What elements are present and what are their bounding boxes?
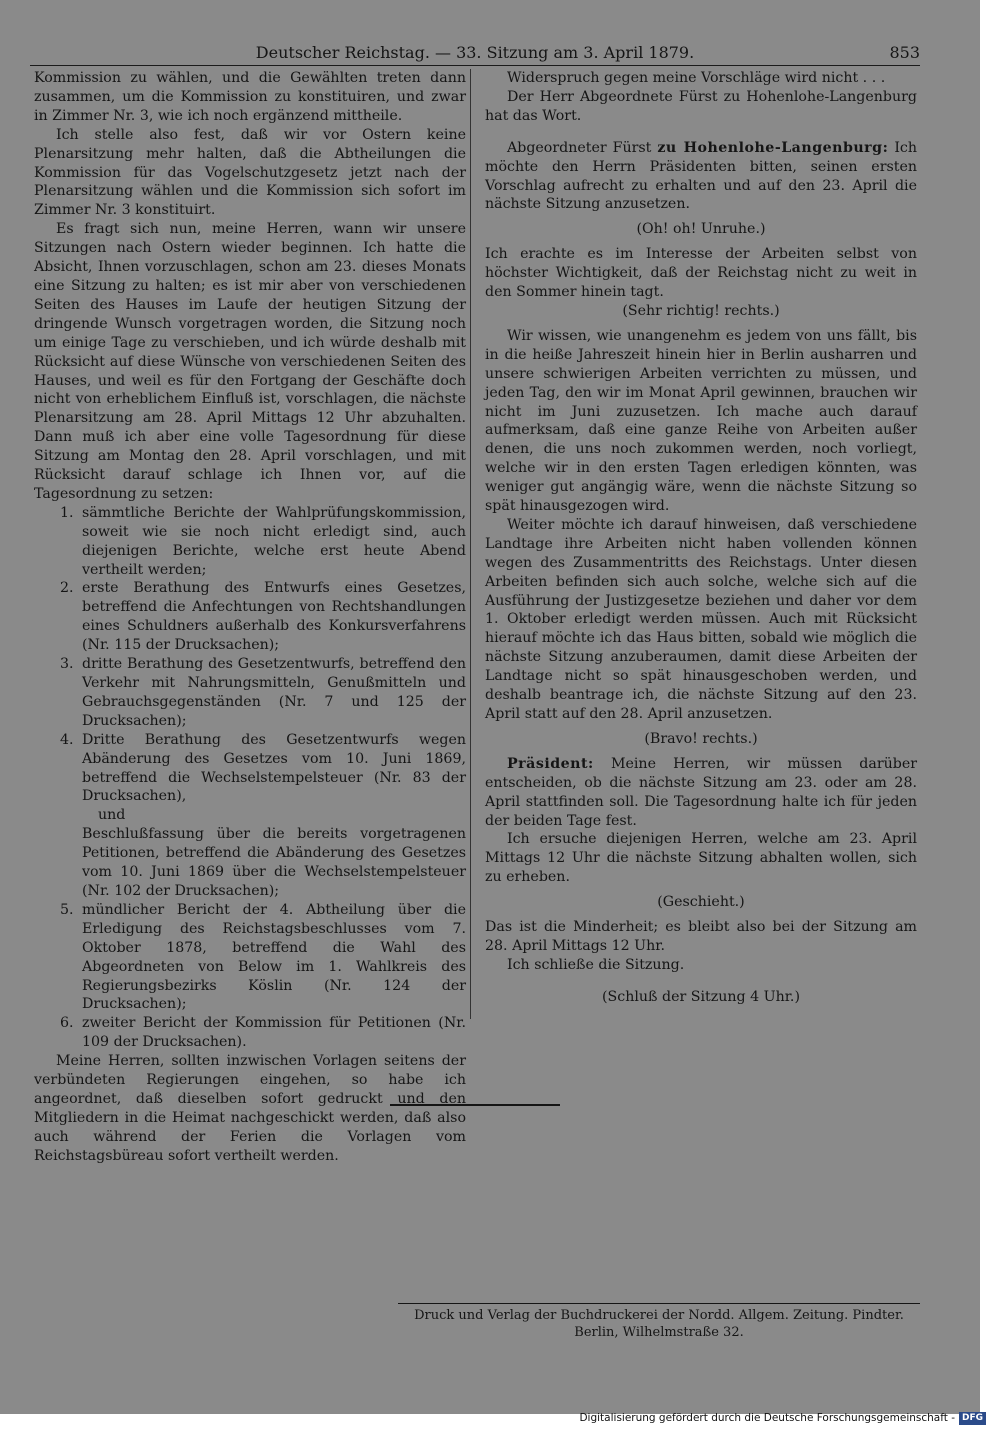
reaction: (Geschieht.) [657,894,745,911]
speaker-name: Präsident: [507,755,594,772]
imprint-publisher: Druck und Verlag der Buchdruckerei der Nordd. Allgem. Zeitung. Pindter. [414,1308,904,1323]
item-number: 3. [60,656,74,673]
header-title: Deutscher Reichstag. — 33. Sitzung am 3. April 1879. [255,43,695,62]
header-rule [30,65,920,66]
agenda-item [34,579,466,655]
left-column [34,69,466,1166]
running-header [30,42,920,64]
digitization-credit [579,1410,986,1426]
item-text: sämmtliche Berichte der Wahlprüfungskommission, soweit wie sie noch nicht erledigt sind, auch diejenigen Berichte, welche erst heute Abend vertheilt werden; [82,504,466,578]
agenda-item [34,731,466,901]
paragraph: Kommission zu wählen, und die Gewählten treten dann zusammen, um die Kommission zu konstituiren, und zwar in Zimmer Nr. 3, wie ich noch ergänzend mittheile. [34,70,466,124]
item-conjunction: und [98,807,126,824]
item-text: zweiter Bericht der Kommission für Petitionen (Nr. 109 der Drucksachen). [82,1015,466,1051]
paragraph: Ich ersuche diejenigen Herren, welche am 23. April Mittags 12 Uhr die nächste Sitzung abhalten wollen, sich zu erheben. [485,831,917,886]
speech-paragraph [485,139,917,215]
paragraph: Meine Herren, sollten inzwischen Vorlagen seitens der verbündeten Regierungen eingehen, so habe ich angeordnet, daß dieselben sofort gedruckt und den Mitgliedern in die Heimat nachgeschickt werden, daß also auch während der Ferien die Vorlagen vom Reichstagsbüreau sofort vertheilt werden. [34,1053,466,1164]
paragraph: Der Herr Abgeordnete Fürst zu Hohenlohe-Langenburg hat das Wort. [485,88,917,124]
imprint [398,1307,920,1341]
agenda-item [34,1014,466,1052]
paragraph: Ich stelle also fest, daß wir vor Ostern keine Plenarsitzung mehr halten, daß die Abtheilungen die Kommission für das Vogelschutzgesetz jetzt nach der Plenarsitzung wählen und die Kommission sich sofort im Zimmer Nr. 3 konstituirt. [34,126,466,219]
end-rule [390,1104,560,1106]
speech-text: Meine Herren, wir müssen darüber entscheiden, ob die nächste Sitzung am 23. oder am 28. April stattfinden soll. Die Tagesordnung halte ich für jeden der beiden Tage fest. [485,755,917,829]
closing-note: (Schluß der Sitzung 4 Uhr.) [602,988,800,1005]
agenda-item [34,901,466,1014]
item-text: dritte Berathung des Gesetzentwurfs, betreffend den Verkehr mit Nahrungsmitteln, Genußmitteln und Gebrauchsgegenständen (Nr. 7 und 125 der Drucksachen); [82,656,466,729]
item-number: 2. [60,580,74,597]
paragraph: Das ist die Minderheit; es bleibt also bei der Sitzung am 28. April Mittags 12 Uhr. [485,919,917,954]
paragraph: Es fragt sich nun, meine Herren, wann wir unsere Sitzungen nach Ostern wieder beginnen. Ich hatte die Absicht, Ihnen vorzuschlagen, schon am 23. dieses Monats eine Sitzung zu halten; es ist mir aber von verschiedenen Seiten des Hauses im Laufe der heutigen Sitzung der dringende Wunsch vorgetragen worden, die Sitzung noch um einige Tage zu verschieben, und ich würde deshalb mit Rücksicht auf diese Wünsche von verschiedenen Seiten des Hauses, und weil es für den Fortgang der Geschäfte doch nicht von erheblichem Einfluß ist, vorschlagen, die nächste Plenarsitzung am 28. April Mittags 12 Uhr abzuhalten. Dann muß ich aber eine volle Tagesordnung für diese Sitzung am Montag den 28. April vorschlagen, und mit Rücksicht darauf schlage ich Ihnen vor, auf die Tagesordnung zu setzen: [34,221,466,502]
credit-text: Digitalisierung gefördert durch die Deutsche Forschungsgemeinschaft - [579,1412,955,1424]
speech-paragraph [485,755,917,831]
paragraph: Ich schließe die Sitzung. [507,956,685,973]
page-number: 853 [889,43,920,62]
column-divider [470,69,471,1019]
imprint-address: Berlin, Wilhelmstraße 32. [574,1325,744,1340]
dfg-logo: DFG [959,1412,986,1425]
paragraph: Ich erachte es im Interesse der Arbeiten selbst von höchster Wichtigkeit, daß der Reichstag nicht zu weit in den Sommer hinein tagt. [485,246,917,301]
item-number: 6. [60,1015,74,1032]
item-text: erste Berathung des Entwurfs eines Gesetzes, betreffend die Anfechtungen von Rechtshandlungen eines Schuldners außerhalb des Konkursverfahrens (Nr. 115 der Drucksachen); [82,580,466,654]
agenda-list [34,504,466,1052]
item-number: 4. [60,731,74,748]
reaction: (Oh! oh! Unruhe.) [636,221,766,238]
speech-text: Ich möchte den Herrn Präsidenten bitten, seinen ersten Vorschlag aufrecht zu erhalten und auf den 23. April die nächste Sitzung anzusetzen. [485,139,918,213]
reaction: (Bravo! rechts.) [644,730,758,747]
item-text: mündlicher Bericht der 4. Abtheilung über die Erledigung des Reichstagsbeschlusses vom 7. Oktober 1878, betreffend die Wahl des Abgeordneten von Below im 1. Wahlkreis des Regierungsbezirks Köslin (Nr. 124 der Drucksachen); [82,901,466,1013]
item-number: 1. [60,504,74,521]
item-number: 5. [60,901,74,918]
paragraph: Wir wissen, wie unangenehm es jedem von uns fällt, bis in die heiße Jahreszeit hinein hier in Berlin ausharren und unsere schwierigen Arbeiten verrichten zu müssen, und jeden Tag, den wir im Monat April gewinnen, brauchen wir nicht im Juni zuzusetzen. Ich mache auch darauf aufmerksam, daß eine ganze Reihe von Arbeiten außer denen, die uns noch zukommen werden, noch vorliegt, welche wir in den ersten Tagen erledigen könnten, was weniger gut angängig wäre, wenn die nächste Sitzung so spät hinausgezogen wird. [485,327,917,515]
agenda-item [34,504,466,580]
right-column [485,69,917,1007]
item-text: Dritte Berathung des Gesetzentwurfs wegen Abänderung des Gesetzes vom 10. Juni 1869, betreffend die Wechselstempelsteuer (Nr. 83 der Drucksachen), [82,731,466,805]
item-continuation: Beschlußfassung über die bereits vorgetragenen Petitionen, betreffend die Abänderung des Gesetzes vom 10. Juni 1869 über die Wechselstempelsteuer (Nr. 102 der Drucksachen); [82,826,466,899]
speaker-title: Abgeordneter Fürst [507,139,652,156]
speaker-name: zu Hohenlohe-Langenburg: [657,139,889,156]
reaction: (Sehr richtig! rechts.) [622,302,780,319]
paragraph: Widerspruch gegen meine Vorschläge wird nicht . . . [507,70,886,86]
paragraph: Weiter möchte ich darauf hinweisen, daß verschiedene Landtage ihre Arbeiten nicht haben vollenden können wegen des Zusammentritts des Reichstags. Unter diesen Arbeiten befinden sich auch solche, welche sich auf die Ausführung der Justizgesetze beziehen und daher vor dem 1. Oktober erledigt werden müssen. Auch mit Rücksicht hierauf möchte ich das Haus bitten, sobald wie möglich die nächste Sitzung anzuberaumen, damit diese Arbeiten der Landtage nicht so spät hinausgeschoben werden, und deshalb beantrage ich, die nächste Sitzung auf den 23. April statt auf den 28. April anzusetzen. [485,516,917,722]
agenda-item [34,655,466,731]
imprint-rule [398,1303,920,1304]
